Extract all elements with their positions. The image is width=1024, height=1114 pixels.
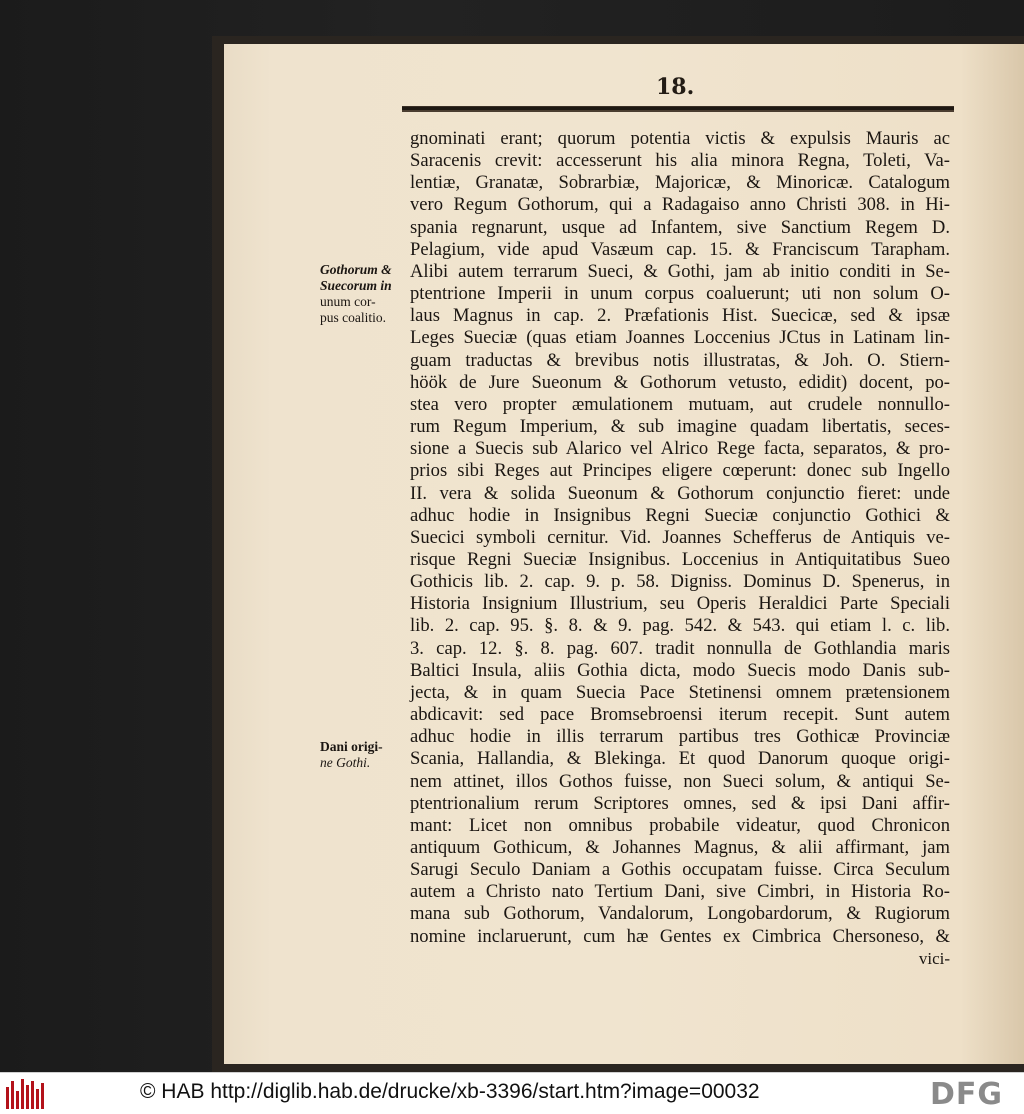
text-line: prios sibi Reges aut Principes eligere cœperunt: donec sub Ingello bbox=[410, 460, 950, 482]
margin-note-line: Dani origi- bbox=[320, 739, 383, 754]
text-line: mana sub Gothorum, Vandalorum, Longobardorum, & Rugiorum bbox=[410, 903, 950, 925]
text-line: laus Magnus in cap. 2. Præfationis Hist. Suecicæ, sed & ipsæ bbox=[410, 305, 950, 327]
text-line: abdicavit: sed pace Bromsebroensi iterum recepit. Sunt autem bbox=[410, 704, 950, 726]
text-line: Scania, Hallandia, & Blekinga. Et quod Danorum quoque origi- bbox=[410, 748, 950, 770]
text-line: 3. cap. 12. §. 8. pag. 607. tradit nonnulla de Gothlandia maris bbox=[410, 637, 950, 659]
text-line: risque Regni Sueciæ Insignibus. Loccenius in Antiquitatibus Sueo bbox=[410, 548, 950, 570]
text-line: ptentrione Imperii in unum corpus coaluerunt; uti non solum O- bbox=[410, 283, 950, 305]
text-line: mant: Licet non omnibus probabile videatur, quod Chronicon bbox=[410, 814, 950, 836]
margin-note-line: ne Gothi. bbox=[320, 755, 371, 770]
text-line: lib. 2. cap. 95. §. 8. & 9. pag. 542. & 543. qui etiam l. c. lib. bbox=[410, 615, 950, 637]
text-line: gnominati erant; quorum potentia victis & expulsis Mauris ac bbox=[410, 128, 950, 149]
book-page bbox=[224, 44, 1024, 1064]
margin-note-line: pus coalitio. bbox=[320, 310, 386, 325]
text-line: II. vera & solida Sueonum & Gothorum conjunctio fieret: unde bbox=[410, 482, 950, 504]
text-line: sione a Suecis sub Alarico vel Alrico Rege facta, separatos, & pro- bbox=[410, 438, 950, 460]
text-line: Baltici Insula, aliis Gothia dicta, modo Suecis modo Danis sub- bbox=[410, 659, 950, 681]
margin-note-dani bbox=[320, 739, 404, 771]
catchword: vici- bbox=[918, 948, 950, 968]
text-line: spania regnarunt, usque ad Infantem, sive Sanctium Regem D. bbox=[410, 216, 950, 238]
text-line: stea vero propter æmulationem mutuam, aut crudele nonnullo- bbox=[410, 393, 950, 415]
text-line: Sarugi Seculo Daniam a Gothis occupatam fuisse. Circa Seculum bbox=[410, 859, 950, 881]
margin-note-line: unum cor- bbox=[320, 294, 376, 309]
text-line: nomine inclaruerunt, cum hæ Gentes ex Cimbrica Chersoneso, & bbox=[410, 925, 950, 947]
text-line: guam traductas & brevibus notis illustratas, & Joh. O. Stiern- bbox=[410, 349, 950, 371]
text-line: Suecici symboli cernitur. Vid. Joannes Schefferus de Antiquis ve- bbox=[410, 526, 950, 548]
page-number: 18. bbox=[656, 74, 695, 100]
text-line: lentiæ, Granatæ, Sobrarbiæ, Majoricæ, & Minoricæ. Catalogum bbox=[410, 172, 950, 194]
hab-logo-icon bbox=[6, 1079, 46, 1109]
text-line: rum Regum Imperium, & sub imagine quadam libertatis, seces- bbox=[410, 416, 950, 438]
text-line: Leges Sueciæ (quas etiam Joannes Loccenius JCtus in Latinam lin- bbox=[410, 327, 950, 349]
text-line: Saracenis crevit: accesserunt his alia minora Regna, Toleti, Va- bbox=[410, 150, 950, 172]
margin-note-line: Gothorum & bbox=[320, 262, 392, 277]
text-line: nem attinet, illos Gothos fuisse, non Sueci solum, & antiqui Se- bbox=[410, 770, 950, 792]
text-line: jecta, & in quam Suecia Pace Stetinensi omnem prætensionem bbox=[410, 681, 950, 703]
text-line: adhuc hodie in illis terrarum partibus tres Gothicæ Provinciæ bbox=[410, 726, 950, 748]
text-line: autem a Christo nato Tertium Dani, sive Cimbri, in Historia Ro- bbox=[410, 881, 950, 903]
header-rule bbox=[402, 106, 954, 110]
text-line: antiquum Gothicum, & Johannes Magnus, & alii affirmant, jam bbox=[410, 837, 950, 858]
text-line: höök de Jure Sueonum & Gothorum vetusto, edidit) docent, po- bbox=[410, 371, 950, 393]
text-line: Gothicis lib. 2. cap. 9. p. 58. Digniss. Dominus D. Spenerus, in bbox=[410, 571, 950, 593]
footer-bar bbox=[0, 1072, 1024, 1114]
margin-note-gothorum bbox=[320, 262, 404, 326]
copyright-link[interactable]: © HAB http://diglib.hab.de/drucke/xb-3396/start.htm?image=00032 bbox=[140, 1080, 760, 1103]
text-line: Pelagium, vide apud Vasæum cap. 15. & Franciscum Tarapham. bbox=[410, 238, 950, 260]
text-line: adhuc hodie in Insignibus Regni Sueciæ conjunctio Gothici & bbox=[410, 504, 950, 526]
text-line: Alibi autem terrarum Sueci, & Gothi, jam ab initio conditi in Se- bbox=[410, 260, 950, 282]
dfg-logo: DFG bbox=[930, 1077, 1004, 1112]
text-line: vero Regum Gothorum, qui a Radagaiso anno Christi 308. in Hi- bbox=[410, 194, 950, 216]
body-text bbox=[410, 128, 950, 970]
margin-note-line: Suecorum in bbox=[320, 278, 392, 293]
text-line: Historia Insignium Illustrium, seu Operis Heraldici Parte Speciali bbox=[410, 593, 950, 615]
text-line: ptentrionalium rerum Scriptores omnes, sed & ipsi Dani affir- bbox=[410, 792, 950, 814]
